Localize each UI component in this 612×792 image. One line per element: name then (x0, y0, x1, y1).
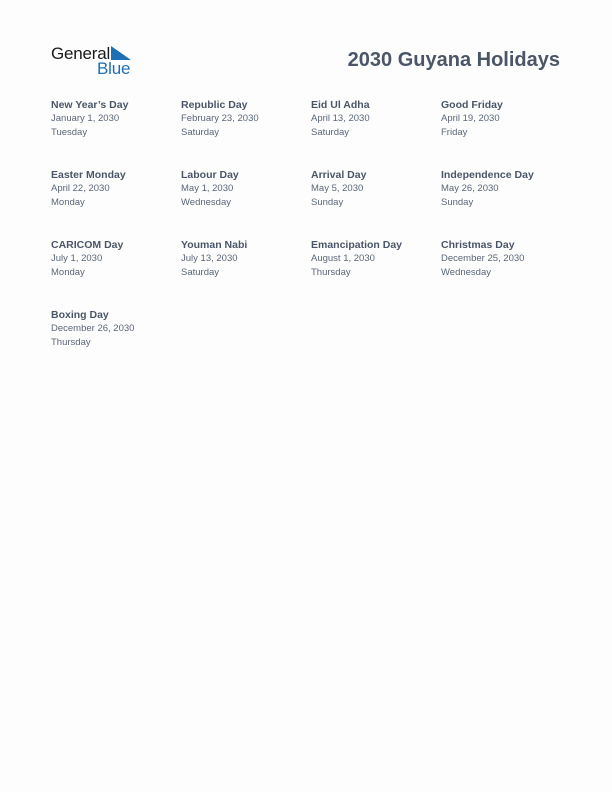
holiday-item (441, 99, 571, 169)
holiday-date: August 1, 2030 (311, 253, 375, 264)
holiday-date: May 1, 2030 (181, 183, 234, 194)
holiday-weekday: Monday (51, 266, 85, 278)
holiday-name: New Year’s Day (51, 99, 129, 111)
holiday-item (51, 169, 181, 239)
holiday-name: Boxing Day (51, 309, 109, 321)
holiday-name: Good Friday (441, 99, 503, 111)
holiday-weekday: Sunday (441, 196, 474, 208)
holiday-weekday: Wednesday (181, 196, 231, 208)
holiday-item (311, 239, 441, 309)
holiday-weekday: Wednesday (441, 266, 491, 278)
holiday-weekday: Thursday (311, 266, 351, 278)
holiday-weekday: Sunday (311, 196, 344, 208)
holiday-item (181, 239, 311, 309)
page-title: 2030 Guyana Holidays (347, 49, 560, 71)
holiday-item (51, 309, 181, 379)
logo-text-general: General (51, 44, 111, 63)
holiday-date: April 13, 2030 (311, 113, 370, 124)
holiday-date: May 5, 2030 (311, 183, 364, 194)
holiday-name: Arrival Day (311, 169, 367, 181)
holiday-date: July 1, 2030 (51, 253, 103, 264)
holiday-item (51, 99, 181, 169)
holiday-date: December 25, 2030 (441, 253, 525, 264)
holiday-date: May 26, 2030 (441, 183, 499, 194)
holiday-weekday: Friday (441, 126, 468, 138)
holiday-item (181, 99, 311, 169)
holiday-name: Emancipation Day (311, 239, 403, 251)
holiday-item (311, 99, 441, 169)
holiday-name: Youman Nabi (181, 239, 248, 251)
holiday-date: January 1, 2030 (51, 113, 120, 124)
holiday-name: Republic Day (181, 99, 248, 111)
holiday-weekday: Saturday (181, 126, 220, 138)
holiday-item (181, 169, 311, 239)
holiday-weekday: Tuesday (51, 126, 88, 138)
holiday-name: Easter Monday (51, 169, 126, 181)
holiday-date: February 23, 2030 (181, 113, 259, 124)
holiday-weekday: Saturday (311, 126, 350, 138)
holiday-weekday: Saturday (181, 266, 220, 278)
holiday-list (51, 99, 571, 379)
holiday-item (441, 169, 571, 239)
holiday-name: Labour Day (181, 169, 239, 181)
holiday-weekday: Thursday (51, 336, 91, 348)
holiday-date: April 19, 2030 (441, 113, 500, 124)
holiday-name: CARICOM Day (51, 239, 124, 251)
generalblue-logo (51, 44, 141, 80)
holiday-item (51, 239, 181, 309)
holiday-date: April 22, 2030 (51, 183, 110, 194)
holiday-weekday: Monday (51, 196, 85, 208)
holiday-item (441, 239, 571, 309)
holiday-item (311, 169, 441, 239)
logo-text-blue: Blue (97, 59, 131, 78)
logo-triangle-icon (111, 46, 131, 60)
holiday-name: Independence Day (441, 169, 534, 181)
holiday-name: Christmas Day (441, 239, 515, 251)
holiday-date: July 13, 2030 (181, 253, 238, 264)
holiday-date: December 26, 2030 (51, 323, 135, 334)
holiday-name: Eid Ul Adha (311, 99, 370, 111)
